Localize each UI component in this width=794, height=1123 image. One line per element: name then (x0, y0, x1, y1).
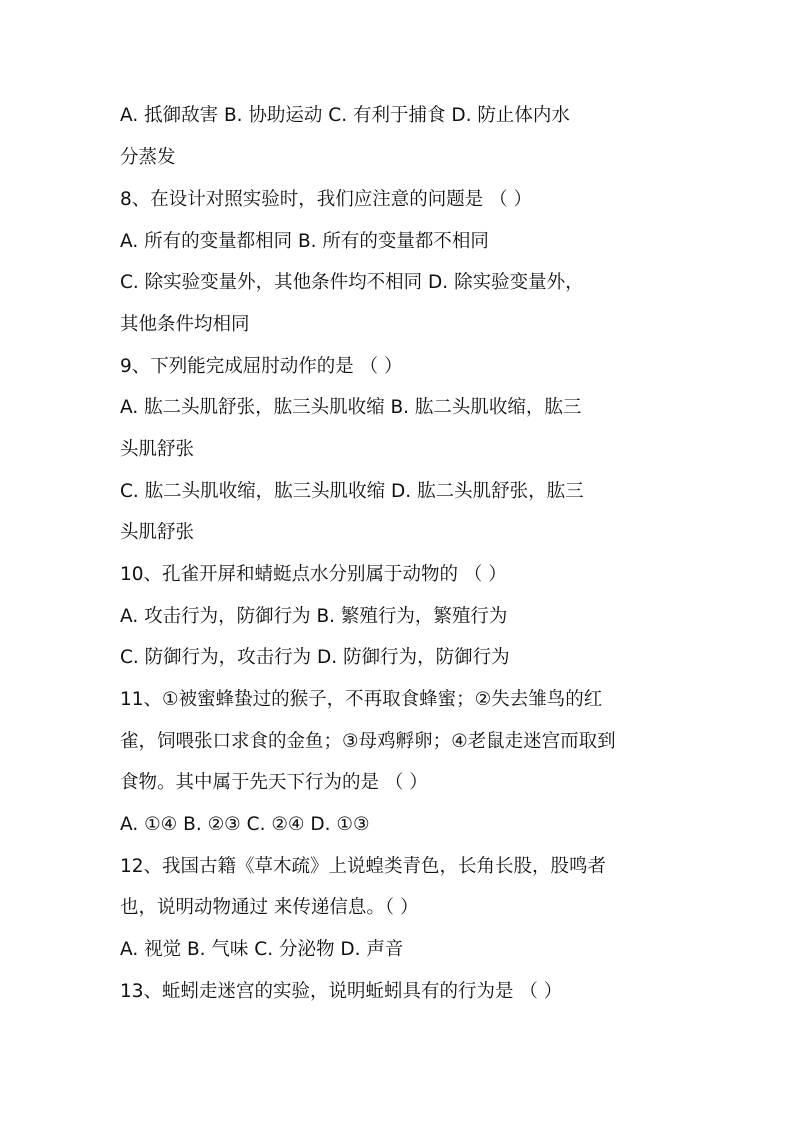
question-11-stem-line-1: 11、①被蜜蜂蛰过的猴子，不再取食蜂蜜；②失去雏鸟的红 (120, 689, 603, 710)
question-11-options: A. ①④ B. ②③ C. ②④ D. ①③ (120, 814, 370, 835)
question-10-options-line-1: A. 攻击行为，防御行为 B. 繁殖行为，繁殖行为 (120, 606, 508, 627)
question-7-options-line-1: A. 抵御敌害 B. 协助运动 C. 有利于捕食 D. 防止体内水 (120, 105, 570, 126)
question-13-stem: 13、蚯蚓走迷宫的实验，说明蚯蚓具有的行为是 （ ） (120, 981, 563, 1002)
question-11-stem-line-2: 雀，饲喂张口求食的金鱼；③母鸡孵卵；④老鼠走迷宫而取到 (120, 731, 616, 752)
question-8-options-line-1: A. 所有的变量都相同 B. 所有的变量都不相同 (120, 231, 489, 252)
question-9-options-line-3: C. 肱二头肌收缩，肱三头肌收缩 D. 肱二头肌舒张，肱三 (120, 481, 584, 502)
question-12-stem-line-1: 12、我国古籍《草木疏》上说蝗类青色，长角长股，股鸣者 (120, 856, 607, 877)
question-12-stem-line-2: 也，说明动物通过 来传递信息。（ ） (120, 897, 419, 918)
question-8-options-line-3: 其他条件均相同 (120, 314, 250, 335)
question-11-stem-line-3: 食物。其中属于先天下行为的是 （ ） (120, 772, 428, 793)
question-12-options: A. 视觉 B. 气味 C. 分泌物 D. 声音 (120, 939, 404, 960)
question-10-options-line-2: C. 防御行为，攻击行为 D. 防御行为，防御行为 (120, 647, 510, 668)
question-9-options-line-1: A. 肱二头肌舒张，肱三头肌收缩 B. 肱二头肌收缩，肱三 (120, 397, 582, 418)
question-9-options-line-2: 头肌舒张 (120, 439, 195, 460)
question-9-options-line-4: 头肌舒张 (120, 522, 195, 543)
question-7-options-line-2: 分蒸发 (120, 147, 176, 168)
question-10-stem: 10、孔雀开屏和蜻蜓点水分别属于动物的 （ ） (120, 564, 507, 585)
question-9-stem: 9、下列能完成屈肘动作的是 （ ） (120, 356, 403, 377)
question-8-options-line-2: C. 除实验变量外，其他条件均不相同 D. 除实验变量外， (120, 272, 584, 293)
question-8-stem: 8、在设计对照实验时，我们应注意的问题是 （ ） (120, 189, 533, 210)
